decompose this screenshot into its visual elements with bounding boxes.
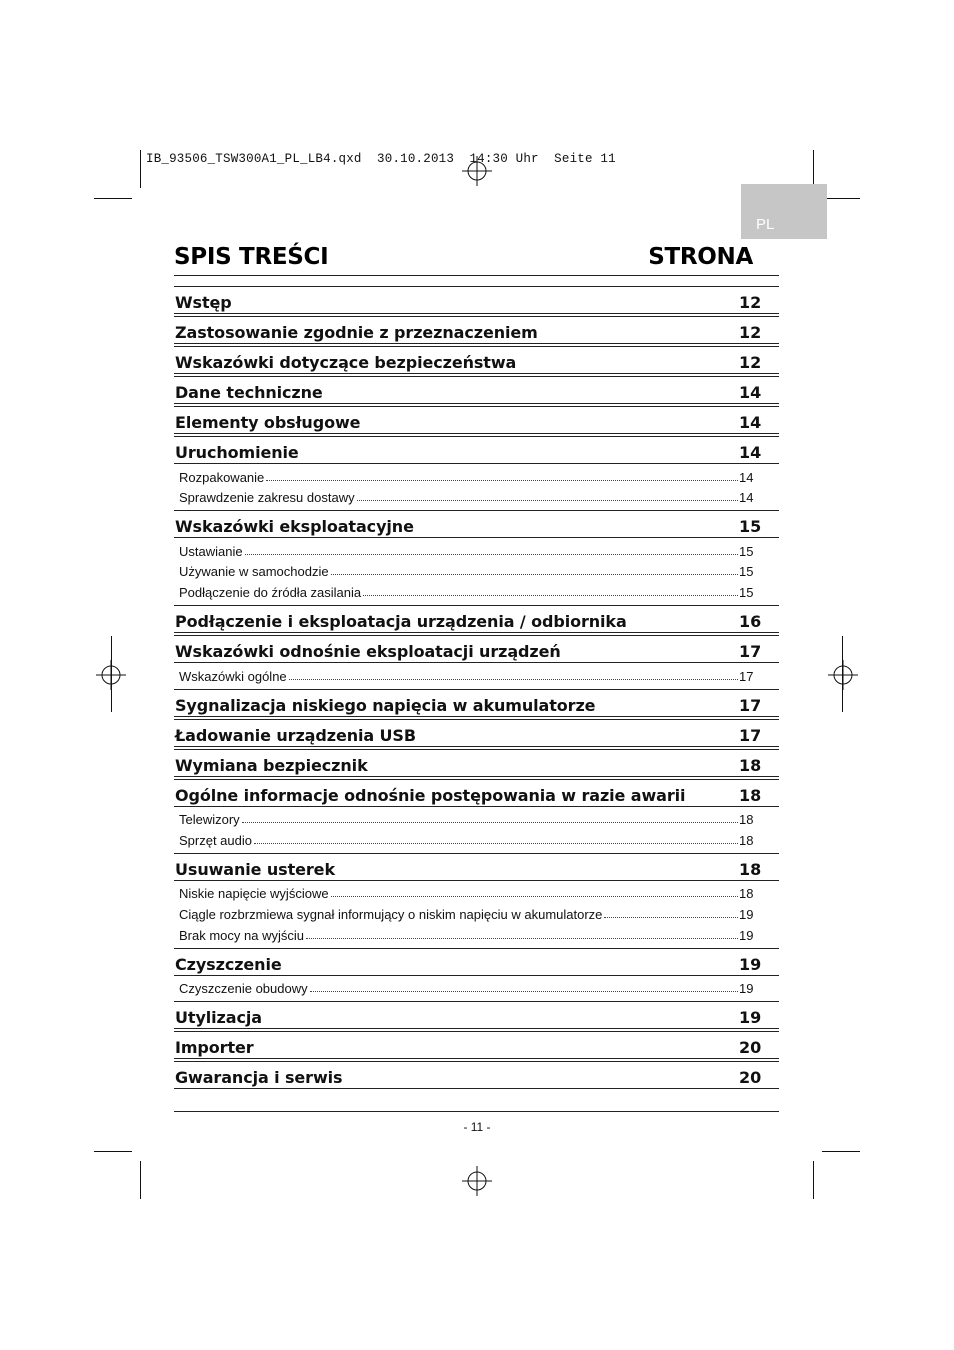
toc-entry-title: Uruchomienie [175,443,299,462]
toc-entry-page: 20 [739,1038,762,1058]
spacer [174,505,779,508]
toc-entry-title: Podłączenie i eksploatacja urządzenia / odbiornika [175,611,627,631]
crop-mark [94,198,132,199]
toc-entry-title: Sygnalizacja niskiego napięcia w akumulatorze [175,695,596,715]
toc-subentry [174,485,779,506]
toc-subentry [174,901,779,922]
toc-entry-title: Elementy obsługowe [175,413,361,432]
toc-subentry [174,579,779,600]
toc-entry-title: Ogólne informacje odnośnie postępowania w razie awarii [175,785,686,805]
toc-subentry-title: Wskazówki ogólne [179,668,287,684]
dot-leader [604,917,738,918]
dot-leader [306,938,738,939]
toc-entry [174,316,779,344]
dot-leader [266,480,738,481]
toc-entry-title: Zastosowanie zgodnie z przeznaczeniem [175,323,538,342]
toc-entry-title: Gwarancja i serwis [175,1068,343,1088]
toc-subentry [174,827,779,848]
toc-entry [174,635,779,663]
dot-leader [363,595,738,596]
toc-entry-page: 18 [739,785,762,805]
dot-leader [245,554,738,555]
toc-subentry-page: 17 [739,668,754,684]
crop-mark [813,1161,814,1199]
crop-mark [822,1151,860,1152]
toc-subentry-page: 19 [739,927,754,943]
toc-subentry [174,538,779,559]
crop-mark [813,150,814,188]
toc-subentry-title: Telewizory [179,812,240,828]
toc-entry-page: 18 [739,755,762,775]
toc-entry-page: 17 [739,725,762,745]
toc-subentry [174,881,779,902]
toc-subentry-title: Sprawdzenie zakresu dostawy [179,490,355,506]
toc-entry-page: 16 [739,611,762,631]
toc-subentry-title: Sprzęt audio [179,832,252,848]
crop-mark [94,1151,132,1152]
toc-entry [174,286,779,314]
toc-header [174,244,753,270]
toc-entry [174,406,779,434]
page-number: - 11 - [463,1120,491,1134]
language-tab [741,184,827,239]
toc-subentry-title: Rozpakowanie [179,469,265,485]
toc-entry-page: 12 [739,323,762,342]
toc-entry-page: 19 [739,954,762,974]
toc-entry [174,436,779,464]
toc-entry [174,719,779,747]
toc-entry [174,948,779,976]
spacer [174,600,779,603]
toc-entry [174,1001,779,1029]
dot-leader [310,991,738,992]
toc-entry-page: 12 [739,293,762,312]
toc-subentry [174,559,779,580]
dot-leader [254,843,738,844]
toc-entry [174,853,779,881]
toc-subentry-title: Czyszczenie obudowy [179,981,308,997]
toc-entry-title: Wymiana bezpiecznik [175,755,368,775]
toc-subentry-page: 15 [739,543,754,559]
toc-entry-page: 17 [739,641,762,661]
header-rule [174,275,779,276]
crop-mark [842,636,843,712]
toc-subentry-page: 14 [739,490,754,506]
registration-mark-icon [462,156,492,186]
toc-subentry-title: Ustawianie [179,543,243,559]
language-tab-label: PL [756,216,775,233]
toc-subentry-page: 18 [739,886,754,902]
page-title: SPIS TREŚCI [174,244,329,270]
toc-subentry-title: Podłączenie do źródła zasilania [179,584,362,600]
toc-subentry-page: 19 [739,906,754,922]
dot-leader [242,822,738,823]
toc-subentry-page: 18 [739,812,754,828]
toc-entry-title: Czyszczenie [175,954,282,974]
crop-mark [140,1161,141,1199]
toc-entry-title: Wskazówki odnośnie eksploatacji urządzeń [175,641,561,661]
crop-mark [140,150,141,188]
dot-leader [331,574,738,575]
spacer [174,943,779,946]
toc-subentry [174,464,779,485]
toc-subentry-page: 15 [739,564,754,580]
toc-entry-page: 14 [739,413,762,432]
toc-entry-title: Dane techniczne [175,383,323,402]
toc-entry [174,376,779,404]
spacer [174,848,779,851]
toc-subentry-title: Używanie w samochodzie [179,564,329,580]
toc-entry-page: 20 [739,1068,762,1088]
spacer [174,996,779,999]
toc-subentry [174,663,779,684]
toc-entry-title: Wskazówki eksploatacyjne [175,517,414,537]
toc-entry-title: Wstęp [175,293,232,312]
toc-entry-page: 15 [739,517,762,537]
page-column-label: STRONA [648,244,753,270]
crop-mark [111,636,112,712]
toc-subentry [174,807,779,828]
toc-subentry-title: Brak mocy na wyjściu [179,927,304,943]
toc-entry [174,779,779,807]
toc-entry-page: 14 [739,443,762,462]
dot-leader [331,896,738,897]
toc-entry-page: 18 [739,859,762,879]
toc-entry-title: Importer [175,1038,254,1058]
dot-leader [289,679,738,680]
toc-subentry-title: Ciągle rozbrzmiewa sygnał informujący o niskim napięciu w akumulatorze [179,906,603,922]
toc-subentry-page: 19 [739,981,754,997]
toc-entry [174,510,779,538]
registration-mark-icon [828,660,858,690]
toc-entry-title: Wskazówki dotyczące bezpieczeństwa [175,353,517,372]
toc-entry-page: 17 [739,695,762,715]
toc-entry [174,1061,779,1089]
registration-mark-icon [462,1166,492,1196]
toc-entry-page: 12 [739,353,762,372]
toc-entry [174,346,779,374]
footer-rule [174,1111,779,1112]
toc-entry-title: Usuwanie usterek [175,859,335,879]
toc-entry-page: 19 [739,1008,762,1028]
toc-subentry [174,922,779,943]
toc-entry [174,689,779,717]
toc-entry-title: Utylizacja [175,1008,262,1028]
toc-entry [174,749,779,777]
dot-leader [357,500,738,501]
toc-entry-page: 14 [739,383,762,402]
toc-entry-title: Ładowanie urządzenia USB [175,725,416,745]
toc-entry [174,605,779,633]
toc-subentry-page: 14 [739,469,754,485]
toc-subentry-page: 18 [739,832,754,848]
crop-mark [822,198,860,199]
toc-subentry-page: 15 [739,584,754,600]
toc-entry [174,1031,779,1059]
spacer [174,684,779,687]
print-slug: IB_93506_TSW300A1_PL_LB4.qxd 30.10.2013 14:30 Uhr Seite 11 [146,152,616,166]
toc-subentry [174,976,779,997]
toc-subentry-title: Niskie napięcie wyjściowe [179,886,329,902]
table-of-contents [174,284,779,1089]
